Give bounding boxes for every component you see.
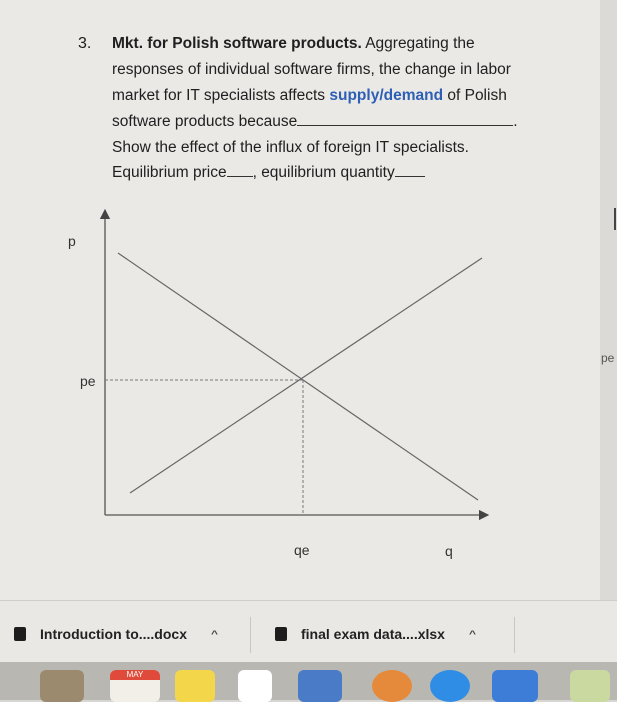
download-item-docx[interactable]: [14, 623, 218, 645]
question-line-5: Show the effect of the influx of foreign IT specialists.: [112, 139, 469, 156]
calendar-month: MAY: [110, 670, 160, 680]
finder-icon[interactable]: [40, 670, 84, 702]
edge-text-fragment: pe: [601, 351, 615, 365]
reminders-icon[interactable]: [238, 670, 272, 702]
separator: [514, 617, 515, 653]
download-bar: [0, 600, 617, 663]
y-axis-label: p: [68, 233, 76, 249]
document-icon: [14, 627, 26, 641]
dock: [0, 662, 617, 700]
question-line-3-post: of Polish: [443, 87, 507, 104]
quantity-eq-label: qe: [294, 542, 310, 558]
question-line-4-end: .: [513, 113, 518, 130]
download-filename: Introduction to....docx: [40, 626, 187, 642]
messages-icon[interactable]: [430, 670, 470, 702]
document-icon: [275, 627, 287, 641]
question-title: Mkt. for Polish software products.: [112, 35, 362, 52]
calendar-icon[interactable]: [110, 670, 160, 702]
numbers-icon[interactable]: [570, 670, 610, 702]
download-item-xlsx[interactable]: [275, 623, 476, 645]
chevron-up-icon[interactable]: ^: [468, 628, 476, 640]
eq-quantity-label: , equilibrium quantity: [252, 164, 395, 181]
photos-icon[interactable]: [372, 670, 412, 702]
maps-icon[interactable]: [298, 670, 342, 702]
question-line-2: responses of individual software firms, the change in labor: [112, 61, 511, 78]
price-eq-label: pe: [80, 373, 96, 389]
app-store-icon[interactable]: [492, 670, 538, 702]
question-line-3-pre: market for IT specialists affects: [112, 87, 330, 104]
supply-demand-emphasis: supply/demand: [329, 87, 444, 104]
question-line-4-text: software products because: [112, 113, 298, 130]
notes-icon[interactable]: [175, 670, 215, 702]
supply-curve: [130, 258, 482, 493]
download-filename: final exam data....xlsx: [301, 626, 445, 642]
question-line-1-text: Aggregating the: [361, 35, 475, 52]
eq-price-label: Equilibrium price: [112, 164, 227, 181]
x-axis-label: q: [445, 543, 453, 559]
demand-curve: [118, 253, 478, 500]
edge-cursor-mark: [614, 208, 616, 230]
separator: [250, 617, 251, 653]
question-number: 3.: [78, 35, 92, 52]
chevron-up-icon[interactable]: ^: [211, 628, 219, 640]
